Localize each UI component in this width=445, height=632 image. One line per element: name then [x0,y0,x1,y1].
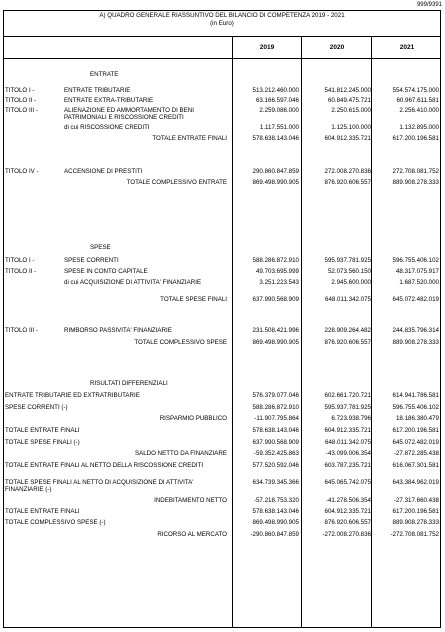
page-number: 999/9391 [416,2,442,8]
value-2021: 272.708.081.752 [392,168,439,175]
row-label: SPESE CORRENTI [64,257,119,264]
row-label: RISPARMIO PUBBLICO [159,415,227,422]
value-2019: 63.166.597.046 [255,97,299,104]
value-2019: 869.498.990.905 [252,179,299,186]
value-2020: 603.787.235.721 [324,462,371,469]
value-2021: 889.908.278.333 [392,519,439,526]
value-2020: -41.278.506.354 [325,497,371,504]
value-2021: 617.200.196.581 [392,427,439,434]
row-label: di cui ACQUISIZIONE DI ATTIVITA' FINANZIARIE [64,279,202,286]
value-2020: 602.661.720.721 [324,392,371,399]
value-2019: 1.117.551.000 [259,124,299,131]
value-2020: 541.812.245.000 [324,87,371,94]
row-code: TITOLO III - [5,327,38,334]
header-rule-top [3,36,441,37]
value-2020: 2.945.600.000 [331,279,371,286]
value-2020: 2.250.615.000 [331,107,371,114]
value-2021: 60.967.611.581 [396,97,439,104]
value-2019: -57.218.753.320 [253,497,299,504]
value-2021: -27.872.285.438 [393,450,439,457]
row-label: TOTALE COMPLESSIVO SPESE (-) [5,519,106,526]
row-code: TITOLO I - [5,87,35,94]
table-title: A) QUADRO GENERALE RIASSUNTIVO DEL BILANCIO DI COMPETENZA 2019 - 2021 [99,12,345,19]
header-rule-bottom [3,58,441,59]
value-2021: 617.200.196.581 [392,135,439,142]
value-2019: 3.251.223.543 [259,279,299,286]
row-label: ENTRATE TRIBUTARIE ED EXTRATRIBUTARIE [5,392,140,399]
value-2019: 637.990.568.909 [252,439,299,446]
value-2019: 578.638.143.046 [252,135,299,142]
value-2020: 604.912.335.721 [324,427,371,434]
value-2020: 604.912.335.721 [324,135,371,142]
value-2020: 604.912.335.721 [324,508,371,515]
value-2019: 637.990.568.909 [252,296,299,303]
year-header-2019: 2019 [259,44,275,51]
value-2019: 578.638.143.046 [252,427,299,434]
value-2020: 876.920.606.557 [324,339,371,346]
value-2021: 48.317.075.917 [395,268,439,275]
row-label: TOTALE SPESE FINALI AL NETTO DI ACQUISIZIONE DI ATTIVITA' FINANZIARIE (-) [5,479,194,494]
value-2021: 889.908.278.333 [392,339,439,346]
column-divider [301,36,302,628]
row-label: INDEBITAMENTO NETTO [154,497,227,504]
row-label: TOTALE ENTRATE FINALI [5,508,80,515]
table-subtitle: (in Euro) [210,19,234,27]
value-2020: -272.008.270.836 [322,531,371,538]
value-2020: 648.011.342.075 [325,296,371,303]
row-label: RICORSO AL MERCATO [157,531,227,538]
row-code: TITOLO I - [5,257,35,264]
value-2021: 1.687.520.000 [399,279,439,286]
column-divider [232,36,233,628]
section-entrate: ENTRATE [90,71,119,78]
page-title [3,12,441,28]
row-code: TITOLO II - [5,268,37,275]
value-2021: 1.132.895.000 [399,124,439,131]
year-header-2021: 2021 [399,44,415,51]
row-label: di cui RISCOSSIONE CREDITI [64,124,150,131]
row-label: TOTALE COMPLESSIVO ENTRATE [126,179,227,186]
value-2019: 588.286.872.910 [252,257,299,264]
value-2019: 231.508.421.996 [252,327,299,334]
value-2021: 2.256.410.000 [399,107,439,114]
value-2019: 578.638.143.046 [252,508,299,515]
value-2021: 596.755.406.102 [392,404,439,411]
value-2021: 645.072.482.019 [392,439,439,446]
row-label: TOTALE SPESE FINALI (-) [5,439,80,446]
row-label: ENTRATE TRIBUTARIE [64,87,131,94]
value-2021: 616.067.301.581 [392,462,439,469]
value-2021: 889.908.278.333 [392,179,439,186]
row-code: TITOLO III - [5,107,38,114]
year-header-2020: 2020 [329,44,345,51]
value-2020: 228.909.264.482 [324,327,371,334]
value-2021: 617.200.196.581 [392,508,439,515]
value-2021: 244.835.796.314 [392,327,439,334]
value-2019: -11.907.795.864 [254,415,299,422]
value-2019: -290.860.847.859 [250,531,299,538]
value-2019: 869.498.990.905 [252,519,299,526]
section-spese: SPESE [90,244,111,251]
value-2019: 869.498.990.905 [252,339,299,346]
value-2019: 49.703.695.999 [255,268,299,275]
row-label: TOTALE ENTRATE FINALI AL NETTO DELLA RISCOSSIONE CREDITI [5,462,204,469]
value-2021: 554.574.175.000 [392,87,439,94]
value-2021: 643.384.962.019 [392,479,439,486]
value-2020: 52.073.560.150 [327,268,371,275]
row-label: ALIENAZIONE ED AMMORTAMENTO DI BENI PATRIMONIALI E RISCOSSIONE CREDITI [64,107,194,122]
value-2020: 645.065.742.075 [324,479,371,486]
row-label: RIMBORSO PASSIVITA' FINANZIARIE [64,327,172,334]
value-2019: 2.259.086.000 [259,107,299,114]
row-label: SALDO NETTO DA FINANZIARE [134,450,227,457]
row-label: TOTALE SPESE FINALI [160,296,227,303]
value-2020: 595.937.781.925 [324,257,371,264]
value-2020: 595.937.781.925 [324,404,371,411]
row-code: TITOLO II - [5,97,37,104]
row-label: ENTRATE EXTRA-TRIBUTARIE [64,97,154,104]
row-label: TOTALE ENTRATE FINALI [5,427,80,434]
row-label: SPESE IN CONTO CAPITALE [64,268,148,275]
row-label: SPESE CORRENTI (-) [5,404,68,411]
value-2021: -272.708.081.752 [390,531,439,538]
value-2020: 876.920.606.557 [324,519,371,526]
value-2019: 588.286.872.910 [252,404,299,411]
value-2020: 272.008.270.836 [324,168,371,175]
value-2019: 290.860.847.859 [252,168,299,175]
row-label: TOTALE ENTRATE FINALI [152,135,227,142]
value-2021: 596.755.406.102 [392,257,439,264]
value-2021: 18.186.380.479 [395,415,439,422]
row-label: TOTALE COMPLESSIVO SPESE [134,339,227,346]
value-2021: 614.941.786.581 [392,392,439,399]
value-2021: -27.317.660.438 [393,497,439,504]
value-2019: 577.520.592.046 [252,462,299,469]
value-2020: -43.099.006.354 [325,450,371,457]
value-2020: 876.920.606.557 [324,179,371,186]
value-2020: 1.125.100.000 [331,124,371,131]
section-risultati: RISULTATI DIFFERENZIALI [90,380,168,387]
column-divider [371,36,372,628]
value-2019: 576.379.077.046 [252,392,299,399]
value-2021: 645.072.482.019 [392,296,439,303]
row-code: TITOLO IV - [5,168,39,175]
value-2020: 648.011.342.075 [325,439,371,446]
value-2019: -59.352.425.863 [253,450,299,457]
value-2019: 634.739.345.366 [252,479,299,486]
row-label: ACCENSIONE DI PRESTITI [64,168,143,175]
value-2020: 6.723.938.796 [331,415,371,422]
value-2019: 513.212.460.000 [252,87,299,94]
value-2020: 60.849.475.721 [327,97,371,104]
